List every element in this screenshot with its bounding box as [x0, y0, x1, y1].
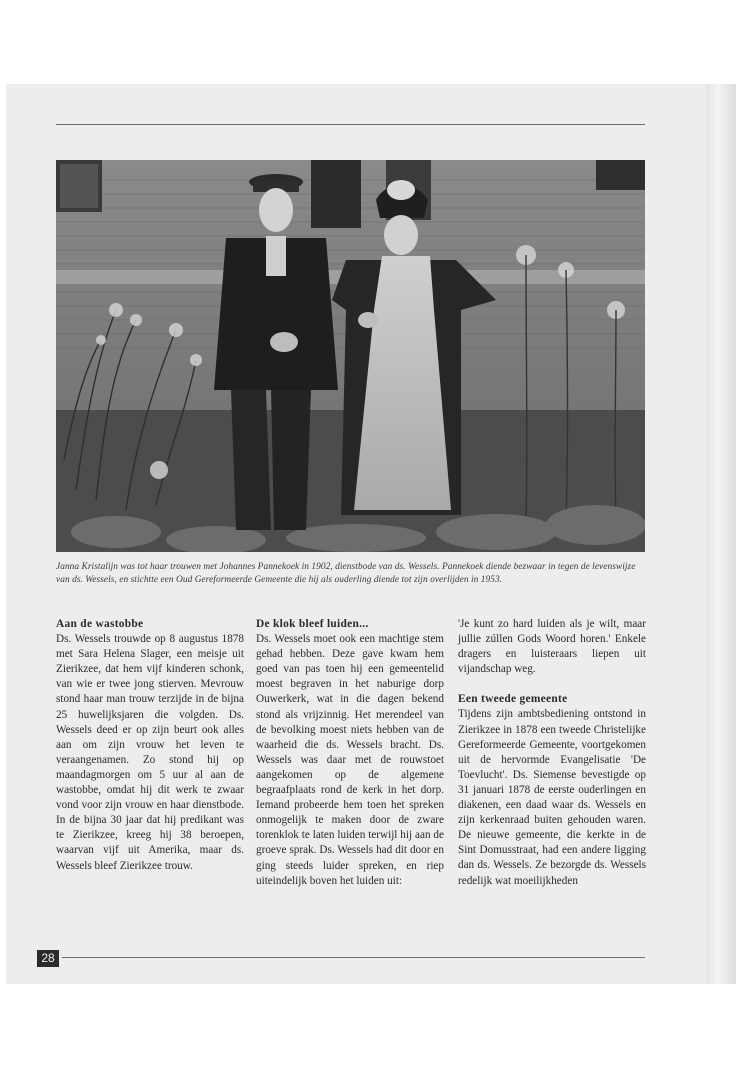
- photo-caption: Janna Kristalijn was tot haar trouwen met Johannes Pannekoek in 1902, dienstbode van ds. Wessels. Pannekoek diende bezwaar in tegen de levenswijze van ds. Wessels, en stichtte een Oud Gereformeerde Gemeente die hij als ouderling diende tot zijn overlijden in 1953.: [56, 562, 636, 585]
- column-3-heading: Een tweede gemeente: [458, 693, 568, 706]
- column-3-intro: 'Je kunt zo hard luiden als je wilt, maar jullie zúllen Gods Woord horen.' Enkele dragers en luisteraars liepen uit vijandschap weg.: [458, 618, 646, 676]
- column-1: [56, 617, 244, 874]
- column-3: [458, 617, 646, 889]
- historical-photograph: [56, 160, 645, 552]
- column-1-text: Ds. Wessels trouwde op 8 augustus 1878 met Sara Helena Slager, een meisje uit Zierikzee, dat hem vijf kinderen schonk, van wie er twee jong stierven. Mevrouw stond haar man trouw terzijde in de bijna 25 huwelijksjaren die volgden. Ds. Wessels deed er op zijn beurt ook alles aan om zijn vrouw het leven te veraangenamen. Zo stond hij op maandagmorgen om 5 uur al aan de wastobbe, omdat hij dit werk te zwaar vond voor zijn vrouw en haar dienstbode. In de bijna 30 jaar dat hij predikant was te Zierikzee, kreeg hij 38 beroepen, waarvan vijf uit Amerika, maar ds. Wessels bleef Zierikzee trouw.: [56, 633, 244, 872]
- page-edge: [706, 84, 736, 984]
- column-2-text: Ds. Wessels moet ook een machtige stem gehad hebben. Deze gave kwam hem goed van pas toen hij een gemeentelid moest begraven in het naburige dorp Ouwerkerk, wat in die dagen bekend stond als vrijzinnig. Het merendeel van de bevolking moest niets hebben van de waarheid die ds. Wessels bracht. Ds. Wessels was daar met de rouwstoet aangekomen op de algemene begraafplaats rond de kerk in het dorp. Iemand probeerde hem toen het spreken onmogelijk te maken door de zware torenklok te laten luiden terwijl hij aan de groeve sprak. Ds. Wessels had dit door en ging steeds luider spreken, en riep uiteindelijk boven het luiden uit:: [256, 633, 444, 887]
- column-2: [256, 617, 444, 889]
- page-number: 28: [37, 950, 59, 967]
- column-1-heading: Aan de wastobbe: [56, 618, 144, 630]
- top-rule: [56, 124, 645, 125]
- column-3-text: Tijdens zijn ambtsbediening ontstond in Zierikzee in 1878 een tweede Christelijke Gereformeerde Gemeente, voortgekomen uit de hervormde Evangelisatie 'De Toevlucht'. Ds. Siemense bevestigde op 31 januari 1878 de eerste ouderlingen en diakenen, een daad waar ds. Wessels en zijn kerkenraad buiten gehouden waren. De nieuwe gemeente, die kerkte in de Sint Domusstraat, had een andere ligging dan ds. Wessels. Ze bezorgde ds. Wessels redelijk wat moeilijkheden: [458, 708, 646, 887]
- bottom-rule: [62, 957, 645, 958]
- photograph-icon: [56, 160, 645, 552]
- column-2-heading: De klok bleef luiden...: [256, 618, 369, 630]
